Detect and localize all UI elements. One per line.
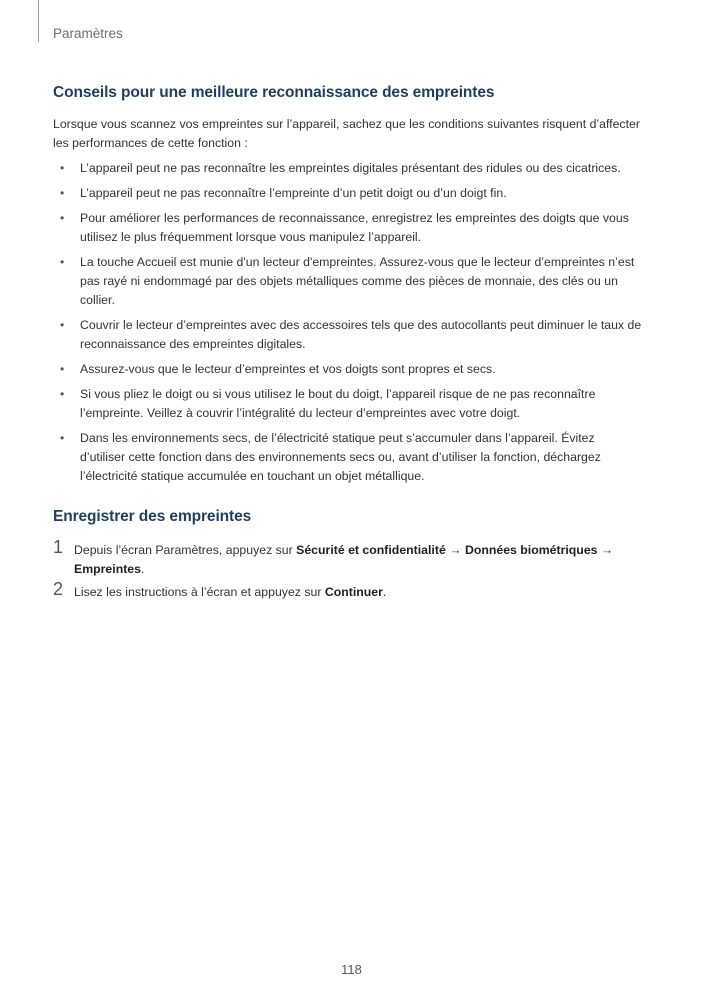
list-item-text: Pour améliorer les performances de reconnaissance, enregistrez les empreintes des doigts que vous utilisez le plus fréquemment lorsque vous manipulez l’appareil. bbox=[80, 211, 629, 244]
bullet-icon: • bbox=[60, 161, 65, 175]
page-content bbox=[53, 84, 643, 602]
list-item-text: Dans les environnements secs, de l’électricité statique peut s’accumuler dans l’appareil. Évitez d’utiliser cette fonction dans des environnements secs ou, avant d’utiliser la fonction, déchargez l’électricité statique accumulée en touchant un objet métallique. bbox=[80, 431, 601, 483]
bullet-icon: • bbox=[60, 318, 65, 332]
list-item-text: Couvrir le lecteur d’empreintes avec des accessoires tels que des autocollants peut diminuer le taux de reconnaissance des empreintes digitales. bbox=[80, 318, 642, 351]
list-item bbox=[53, 429, 643, 486]
continue-label: Continuer bbox=[324, 585, 383, 599]
menu-path-security: Sécurité et confidentialité bbox=[296, 543, 446, 557]
list-item bbox=[53, 253, 643, 310]
step-item bbox=[53, 579, 643, 602]
list-item-text: L’appareil peut ne pas reconnaître l’empreinte d’un petit doigt ou d’un doigt fin. bbox=[80, 186, 507, 200]
steps-list bbox=[53, 537, 643, 602]
list-item bbox=[53, 385, 643, 423]
list-item bbox=[53, 316, 643, 354]
bullet-icon: • bbox=[60, 211, 65, 225]
section-title-tips: Conseils pour une meilleure reconnaissance des empreintes bbox=[53, 84, 495, 101]
list-item-text: La touche Accueil est munie d'un lecteur d'empreintes. Assurez-vous que le lecteur d’empreintes n’est pas rayé ni endommagé par des objets métalliques comme des pièces de monnaie, des clés ou un collier. bbox=[80, 255, 635, 307]
arrow-icon: → bbox=[597, 543, 614, 557]
chapter-title: Paramètres bbox=[53, 26, 123, 41]
arrow-icon: → bbox=[445, 543, 465, 557]
step-text: Lisez les instructions à l’écran et appuyez sur bbox=[74, 585, 325, 599]
list-item-text: Assurez-vous que le lecteur d’empreintes et vos doigts sont propres et secs. bbox=[80, 362, 496, 376]
register-section bbox=[53, 508, 643, 602]
tips-list bbox=[53, 159, 643, 486]
intro-paragraph: Lorsque vous scannez vos empreintes sur l’appareil, sachez que les conditions suivantes risquent d’affecter les performances de cette fonction : bbox=[53, 117, 640, 150]
list-item bbox=[53, 360, 643, 379]
list-item bbox=[53, 209, 643, 247]
step-text-end: . bbox=[382, 585, 387, 599]
list-item-text: L’appareil peut ne pas reconnaître les empreintes digitales présentant des ridules ou des cicatrices. bbox=[80, 161, 621, 175]
bullet-icon: • bbox=[60, 255, 65, 269]
step-text-end: . bbox=[140, 562, 145, 576]
step-item bbox=[53, 537, 643, 579]
page-number: 118 bbox=[341, 962, 362, 977]
list-item-text: Si vous pliez le doigt ou si vous utilisez le bout du doigt, l’appareil risque de ne pas reconnaître l’empreinte. Veillez à couvrir l’intégralité du lecteur d’empreintes avec votre doigt. bbox=[80, 387, 596, 420]
chapter-divider bbox=[38, 0, 39, 42]
step-number: 1 bbox=[53, 537, 64, 557]
list-item bbox=[53, 159, 643, 178]
menu-path-biometrics: Données biométriques bbox=[464, 543, 598, 557]
bullet-icon: • bbox=[60, 431, 65, 445]
step-number: 2 bbox=[53, 579, 64, 599]
list-item bbox=[53, 184, 643, 203]
bullet-icon: • bbox=[60, 362, 65, 376]
step-text: Depuis l’écran Paramètres, appuyez sur bbox=[74, 543, 297, 557]
menu-path-fingerprints: Empreintes bbox=[74, 562, 141, 576]
bullet-icon: • bbox=[60, 387, 65, 401]
section-title-register: Enregistrer des empreintes bbox=[53, 508, 252, 525]
bullet-icon: • bbox=[60, 186, 65, 200]
